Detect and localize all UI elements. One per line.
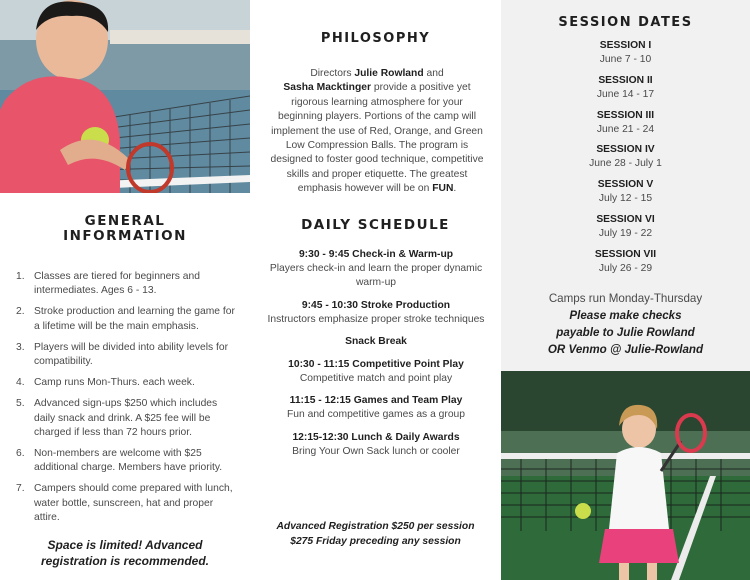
session-name: SESSION IV	[596, 144, 655, 156]
schedule-time: 11:15 - 12:15 Games and Team Play	[289, 395, 463, 406]
general-information-title-line2: INFORMATION	[63, 228, 187, 244]
session-name: SESSION III	[596, 109, 655, 121]
list-item-number: 7.	[16, 483, 25, 495]
schedule-description: Competitive match and point play	[299, 372, 453, 384]
checks-line-3: OR Venmo @ Julie-Rowland	[547, 343, 704, 356]
session-name: SESSION V	[597, 179, 654, 191]
list-item-number: 4.	[16, 377, 25, 389]
list-item-number: 2.	[16, 306, 25, 318]
checks-line-1: Please make checks	[569, 309, 682, 322]
list-item-number: 5.	[16, 398, 25, 410]
general-information-title	[0, 214, 250, 244]
session-date: June 21 - 24	[596, 123, 655, 135]
session-date: July 26 - 29	[598, 262, 653, 274]
session-date: June 14 - 17	[596, 88, 655, 100]
girl-tennis-photo	[501, 371, 750, 580]
session-item	[501, 74, 750, 109]
daily-schedule-title: DAILY SCHEDULE	[301, 217, 450, 233]
list-item-text: Advanced sign-ups $250 which includes daily snack and drink. A $25 fee will be charged if less than 72 hours prior.	[34, 398, 218, 439]
list-item	[16, 397, 238, 440]
daily-schedule-list	[262, 248, 490, 467]
schedule-time: 10:30 - 11:15 Competitive Point Play	[288, 358, 464, 370]
philosophy-text-part3: provide a positive yet rigorous learning atmosphere for your beginning players. Portions of the camp will implement the use of Red, Orange, and Green Low Compression Balls. The program is designed to foster good technique, competitive skills and proper etiquette. The greatest emphasis however will be on	[270, 82, 484, 195]
checks-line-2: payable to Julie Rowland	[556, 326, 695, 339]
list-item-number: 6.	[16, 448, 25, 460]
session-name: SESSION I	[599, 40, 652, 51]
schedule-time: 9:45 - 10:30 Stroke Production	[301, 299, 451, 311]
adv-reg-line1: Advanced Registration $250 per session	[276, 521, 475, 532]
session-item	[501, 39, 750, 74]
schedule-item	[262, 431, 490, 459]
list-item-text: Players will be divided into ability levels for compatibility.	[34, 341, 229, 368]
philosophy-title: PHILOSOPHY	[320, 31, 431, 46]
list-item-text: Non-members are welcome with $25 additional charge. Members have priority.	[34, 448, 223, 474]
session-date: June 7 - 10	[599, 54, 652, 65]
list-item	[16, 305, 238, 334]
list-item	[16, 270, 238, 299]
list-item-number: 1.	[16, 271, 25, 282]
director-name-1: Julie Rowland	[354, 68, 424, 79]
list-item	[16, 341, 238, 370]
session-date: July 19 - 22	[598, 227, 653, 239]
schedule-time: 9:30 - 9:45 Check-in & Warm-up	[298, 249, 454, 260]
camp-payment-note	[501, 290, 750, 358]
session-dates-title: SESSION DATES	[558, 15, 693, 30]
philosophy-text-part4: .	[453, 183, 457, 195]
list-item-text: Stroke production and learning the game for a lifetime will be the main emphasis.	[34, 306, 235, 332]
session-item	[501, 143, 750, 178]
session-name: SESSION II	[598, 74, 653, 86]
philosophy-text-part2: and	[423, 68, 444, 79]
session-date: July 12 - 15	[598, 193, 653, 205]
boy-tennis-photo	[0, 0, 250, 193]
session-item	[501, 213, 750, 248]
advanced-registration-note	[250, 520, 501, 549]
schedule-description: Fun and competitive games as a group	[286, 409, 465, 420]
adv-reg-line2: $275 Friday preceding any session	[290, 535, 461, 547]
session-item	[501, 248, 750, 283]
space-note-line2: registration is recommended.	[40, 554, 210, 568]
general-information-title-line1: GENERAL	[84, 213, 166, 229]
schedule-time: 12:15-12:30 Lunch & Daily Awards	[292, 431, 460, 443]
schedule-description: Players check-in and learn the proper dynamic warm-up	[269, 263, 483, 288]
camps-run-text: Camps run Monday-Thursday	[548, 292, 703, 305]
list-item	[16, 376, 238, 390]
session-date: June 28 - July 1	[589, 158, 662, 170]
director-name-2: Sasha Macktinger	[283, 82, 371, 94]
list-item	[16, 447, 238, 476]
space-limited-note	[0, 537, 250, 569]
philosophy-text-part1: Directors	[310, 68, 355, 79]
session-name: SESSION VI	[596, 213, 655, 225]
space-note-line1: Space is limited! Advanced	[47, 538, 203, 552]
schedule-time: Snack Break	[345, 336, 407, 347]
session-name: SESSION VII	[594, 248, 657, 260]
philosophy-text	[268, 67, 486, 197]
schedule-item	[262, 358, 490, 386]
general-information-list	[16, 270, 238, 532]
list-item-text: Campers should come prepared with lunch, water bottle, sunscreen, hat and proper attire.	[34, 483, 233, 524]
schedule-item	[262, 248, 490, 290]
list-item-number: 3.	[16, 341, 25, 353]
session-list	[501, 39, 750, 283]
session-item	[501, 109, 750, 144]
fun-emphasis: FUN	[432, 183, 454, 195]
schedule-description: Instructors emphasize proper stroke techniques	[267, 313, 485, 325]
list-item-text: Classes are tiered for beginners and intermediates. Ages 6 - 13.	[34, 271, 200, 297]
schedule-item	[262, 299, 490, 327]
list-item-text: Camp runs Mon-Thurs. each week.	[34, 377, 195, 389]
schedule-item	[262, 394, 490, 422]
schedule-description: Bring Your Own Sack lunch or cooler	[292, 445, 460, 457]
schedule-item	[262, 335, 490, 349]
session-item	[501, 178, 750, 213]
list-item	[16, 482, 238, 525]
